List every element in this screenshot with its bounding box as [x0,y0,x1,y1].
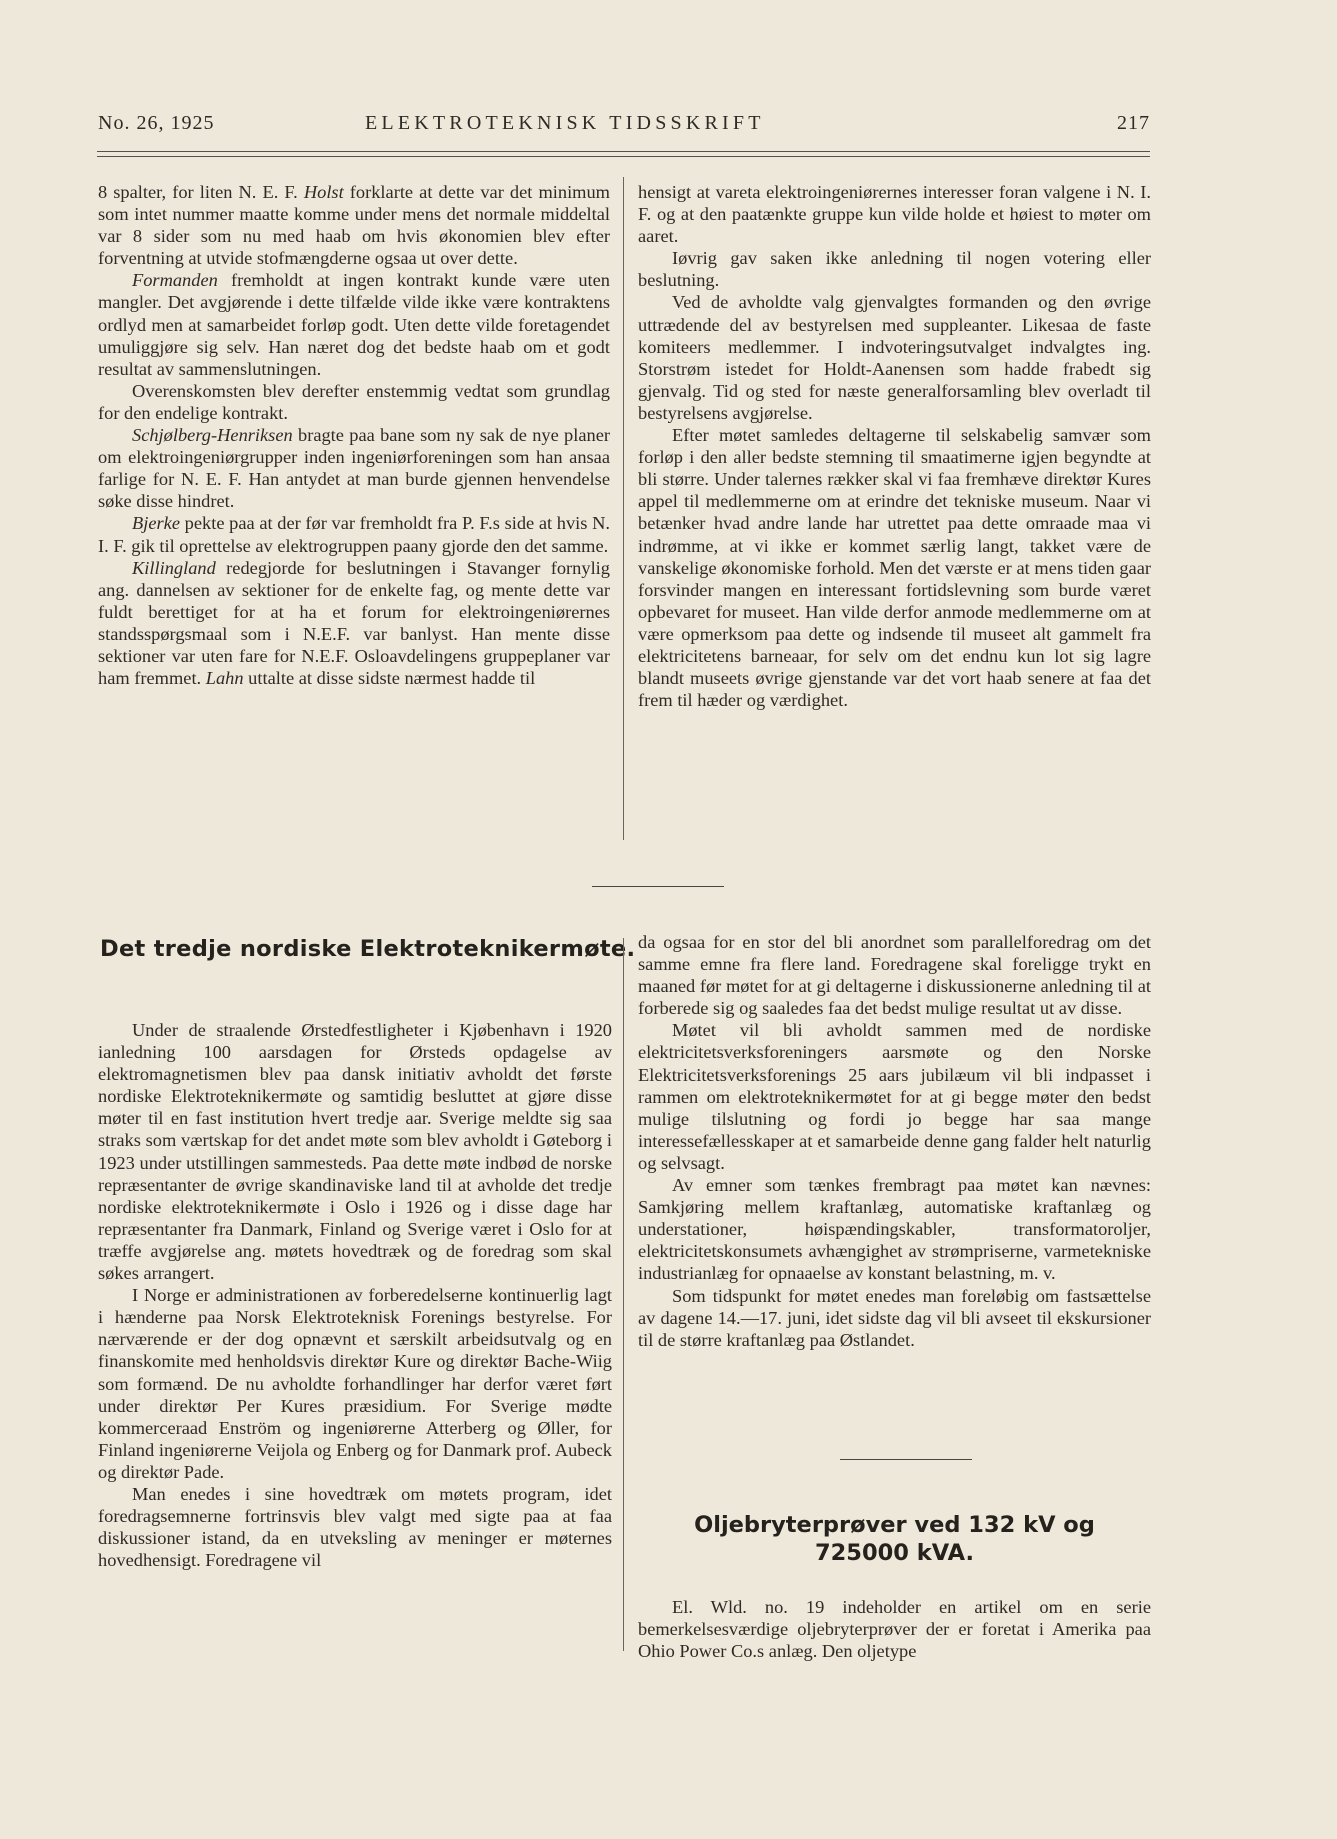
paragraph: Som tidspunkt for møtet enedes man foreløbig om fastsættelse av dagene 14.—17. juni, idet sidste dag vil bli avseet til ekskursioner til de større kraftanlæg paa Østlandet. [638,1285,1151,1350]
paragraph: El. Wld. no. 19 indeholder en artikel om en serie bemerkelsesværdige oljebryterprøver der er foretat i Amerika paa Ohio Power Co.s anlæg. Den oljetype [638,1597,1151,1662]
paragraph: Efter møtet samledes deltagerne til selskabelig samvær som forløp i den aller bedste stemning til smaatimerne igjen begyndte at bli større. Under talernes rækker skal vi faa fremhæve direktør Kures appel til medlemmerne om at erindre det tekniske museum. Naar vi betænker hvad andre lande har utrettet paa dette omraade maa vi indrømme, at vi ikke er kommet særlig langt, takket være de vanskelige økonomiske forhold. Men det værste er at mens tiden gaar forsvinder mangen en interessant fortidslevning som burde været opbevaret for museet. Han vilde derfor anmode medlemmerne om at være opmerksom paa dette og indsende til museet alt gammelt fra elektricitetens barneaar, for selv om det endnu kun lot sig lagre blandt museets øvrige gjenstande var det vort haab senere at faa det frem til hæder og værdighet. [638,425,1151,711]
section-separator [592,886,724,887]
article-title-oljebryter [638,1511,1151,1567]
section-separator [840,1459,972,1460]
paragraph: Schjølberg-Henriksen bragte paa bane som ny sak de nye planer om elektroingeniørgrupper inden ingeniørforeningen som han ansaa farlige for N. E. F. Han antydet at man burde gjennen henvendelse søke disse hindret. [98,425,610,512]
paragraph: Av emner som tænkes frembragt paa møtet kan nævnes: Samkjøring mellem kraftanlæg, automatiske kraftanlæg og understationer, høispændingskabler, transformatoroljer, elektricitetskonsumets avhængighet av strømpriserne, varmetekniske industrianlæg for opnaaelse av konstant belastning, m. v. [638,1175,1151,1284]
paragraph: Ved de avholdte valg gjenvalgtes formanden og den øvrige uttrædende del av bestyrelsen med suppleanter. Likesaa de faste komiteers medlemmer. I indvoteringsutvalget indvalgtes ing. Storstrøm istedet for Holdt-Aanensen som hadde frabedt sig gjenvalg. Tid og sted for næste generalforsamling blev overladt til bestyrelsens avgjørelse. [638,292,1151,423]
paragraph: Iøvrig gav saken ikke anledning til nogen votering eller beslutning. [638,248,1151,291]
paragraph: Formanden fremholdt at ingen kontrakt kunde være uten mangler. Det avgjørende i dette tilfælde vilde ikke være kontraktens ordlyd men at samarbeidet forløp godt. Uten dette vilde foretagendet umuliggjøre sig selv. Han næret dog det bedste haab om et godt resultat av sammenslutningen. [98,270,610,379]
column-divider [623,938,624,1651]
paragraph: Møtet vil bli avholdt sammen med de nordiske elektricitetsverksforeningers aarsmøte og den Norske Elektricitetsverksforenings 25 aars jubilæum vil bli indpasset i rammen om elektroteknikermøtet for at gi begge møter den bedst mulige tilslutning og fordi jo begge har saa mange interessefællesskaper at et samarbeide denne gang falder helt naturlig og selvsagt. [638,1020,1151,1173]
column-divider [623,177,624,840]
article-title: Det tredje nordiske Elektroteknikermøte. [100,936,636,962]
section2-left-column [98,1019,612,1571]
title-line: Oljebryterprøver ved 132 kV og [694,1512,1095,1538]
issue-number: No. 26, 1925 [98,112,215,134]
paragraph: 8 spalter, for liten N. E. F. Holst forklarte at dette var det minimum som intet nummer maatte komme under mens det normale middeltal var 8 sider som nu med haab om hvis økonomien blev efter forventning at utvide stofmængderne ogsaa ut over dette. [98,182,610,269]
paragraph: Bjerke pekte paa at der før var fremholdt fra P. F.s side at hvis N. I. F. gik til oprettelse av elektrogruppen paany gjorde den det samme. [98,513,610,556]
section2-right-column [638,931,1151,1351]
header-rule-top [97,151,1150,152]
section3-right-column [638,1596,1151,1662]
paragraph: I Norge er administrationen av forberedelserne kontinuerlig lagt i hænderne paa Norsk Elektroteknisk Forenings bestyrelse. For nærværende er der dog opnævnt et særskilt arbeidsutvalg og en finanskomite med henholdsvis direktør Kure og direktør Bache-Wiig som formænd. De nu avholdte forhandlinger har derfor været ført under direktør Per Kures præsidium. For Sverige mødte kommerceraad Enström og ingeniørerne Atterberg og Øller, for Finland ingeniørerne Veijola og Enberg og for Danmark prof. Aubeck og direktør Pade. [98,1285,612,1482]
paragraph: hensigt at vareta elektroingeniørernes interesser foran valgene i N. I. F. og at den paatænkte gruppe kun vilde holde et høiest to møter om aaret. [638,182,1151,247]
page-number: 217 [1117,112,1150,134]
paragraph: Under de straalende Ørstedfestligheter i Kjøbenhavn i 1920 ianledning 100 aarsdagen for Ørsteds opdagelse av elektromagnetismen blev paa dansk initiativ avholdt det første nordiske Elektroteknikermøte og samtidig besluttet at gjøre disse møter til en fast institution hvert tredje aar. Sverige meldte sig saa straks som værtskap for det andet møte som blev avholdt i Gøteborg i 1923 under utstillingen sammesteds. Paa dette møte indbød de norske repræsentanter de øvrige skandinaviske land til at avholde det tredje nordiske elektroteknikermøte i Oslo i 1926 og i disse dage har repræsentanter fra Danmark, Finland og Sverige været i Oslo for at træffe avgjørelse ang. møtets hovedtræk og de foredrag som skal søkes arrangert. [98,1020,612,1284]
paragraph: da ogsaa for en stor del bli anordnet som parallelforedrag om det samme emne fra flere land. Foredragene skal foreligge trykt en maaned før møtet for at gi deltagerne i diskussionerne anledning til at forberede sig og saaledes faa det bedst mulige resultat ut av disse. [638,932,1151,1019]
header-rule-bottom [97,156,1150,157]
journal-title: ELEKTROTEKNISK TIDSSKRIFT [365,112,765,134]
paragraph: Killingland redegjorde for beslutningen i Stavanger fornylig ang. dannelsen av sektioner for de enkelte fag, og mente dette var fuldt berettiget for at ha et forum for elektroingeniørernes standsspørgsmaal som i N.E.F. var banlyst. Han mente disse sektioner var uten fare for N.E.F. Osloavdelingens gruppeplaner var ham fremmet. Lahn uttalte at disse sidste nærmest hadde til [98,557,610,689]
paragraph: Man enedes i sine hovedtræk om møtets program, idet foredragsemnerne fortrinsvis blev valgt med sigte paa at faa diskussioner istand, da en utveksling av meninger er møternes hovedhensigt. Foredragene vil [98,1483,612,1571]
title-line: 725000 kVA. [815,1540,974,1566]
paragraph: Overenskomsten blev derefter enstemmig vedtat som grundlag for den endelige kontrakt. [98,380,610,423]
section1-left-column [98,181,610,689]
section1-right-column [638,181,1151,711]
